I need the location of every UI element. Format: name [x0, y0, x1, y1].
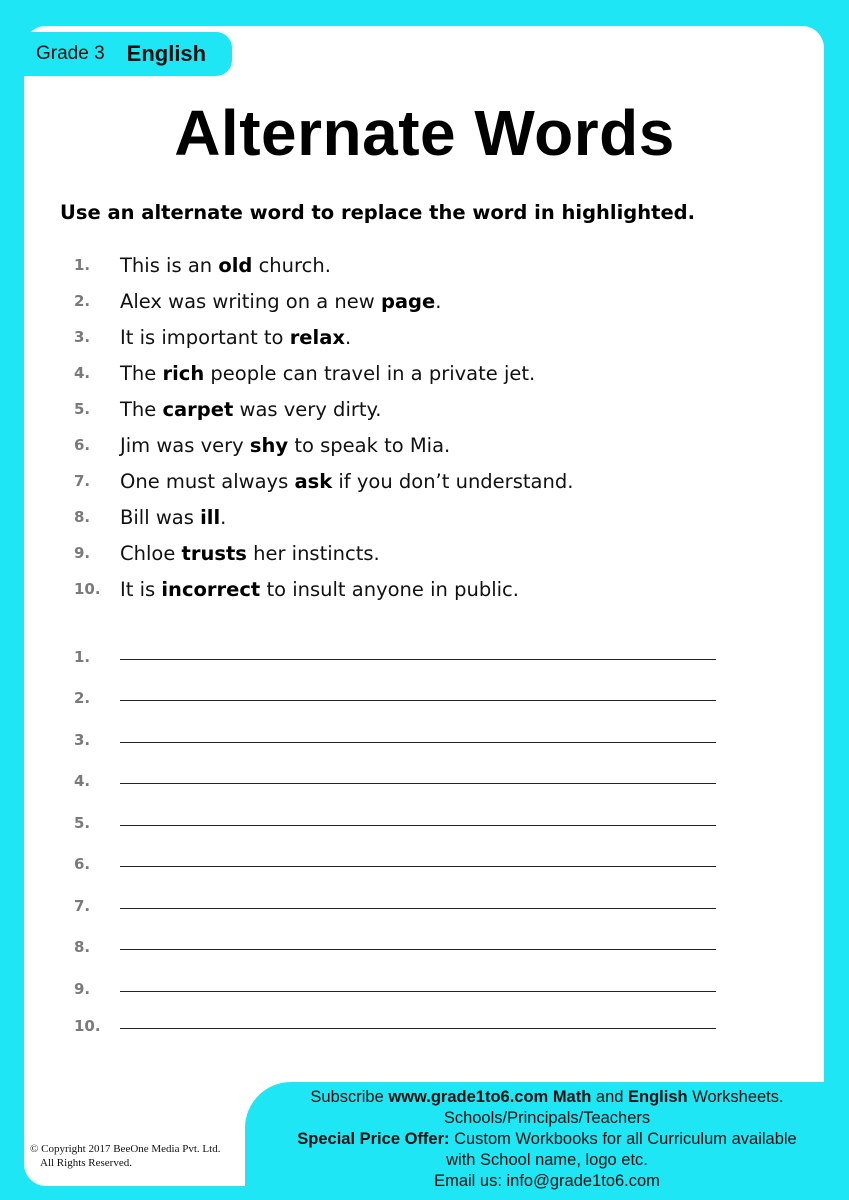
question-item — [74, 574, 519, 604]
answer-line — [120, 700, 716, 701]
question-text-after: . — [220, 505, 227, 529]
answer-row — [74, 638, 716, 668]
answer-number: 8. — [74, 938, 91, 956]
question-item — [74, 250, 331, 280]
question-number: 5. — [74, 400, 91, 418]
question-text — [120, 578, 519, 601]
page-title: Alternate Words — [174, 97, 675, 169]
question-text-after: was very dirty. — [233, 397, 382, 421]
highlighted-word: rich — [162, 361, 205, 385]
question-item — [74, 358, 535, 388]
rights-line: All Rights Reserved. — [40, 1157, 132, 1169]
question-item — [74, 538, 380, 568]
question-text — [120, 506, 226, 529]
question-text — [120, 434, 450, 457]
copyright-line: © Copyright 2017 BeeOne Media Pvt. Ltd. — [30, 1143, 221, 1155]
highlighted-word: page — [380, 289, 436, 313]
answer-line — [120, 1028, 716, 1029]
question-item — [74, 430, 450, 460]
answer-line — [120, 825, 716, 826]
answer-row — [74, 679, 716, 709]
answer-row — [74, 762, 716, 792]
question-item — [74, 286, 441, 316]
highlighted-word: incorrect — [161, 577, 261, 601]
answer-number: 10. — [74, 1017, 101, 1035]
question-text-after: people can travel in a private jet. — [204, 361, 536, 385]
question-text — [120, 470, 573, 493]
question-text — [120, 398, 381, 421]
question-item — [74, 394, 381, 424]
answer-row — [74, 928, 716, 958]
answer-number: 7. — [74, 897, 91, 915]
footer-text: and — [591, 1088, 629, 1106]
question-number: 2. — [74, 292, 91, 310]
highlighted-word: shy — [249, 433, 289, 457]
question-text — [120, 326, 351, 349]
highlighted-word: ill — [200, 505, 221, 529]
answer-line — [120, 991, 716, 992]
subject-label: English — [126, 41, 207, 66]
answer-line — [120, 783, 716, 784]
answer-line — [120, 866, 716, 867]
answer-number: 1. — [74, 648, 91, 666]
question-item — [74, 322, 351, 352]
footer-text: Custom Workbooks for all Curriculum available — [449, 1130, 797, 1148]
footer-subscribe-line — [245, 1087, 849, 1108]
question-text-before: Chloe — [120, 541, 182, 565]
question-number: 7. — [74, 472, 91, 490]
question-text-before: Alex was writing on a new — [120, 289, 381, 313]
question-text-before: The — [120, 397, 163, 421]
instruction-text: Use an alternate word to replace the word in highlighted. — [60, 201, 696, 224]
question-text — [120, 290, 441, 313]
highlighted-word: carpet — [162, 397, 234, 421]
footer-audience-line: Schools/Principals/Teachers — [443, 1109, 651, 1127]
question-text-before: Bill was — [120, 505, 201, 529]
footer-offer-label: Special Price Offer: — [297, 1130, 450, 1148]
footer-text: Subscribe — [310, 1088, 389, 1106]
highlighted-word: trusts — [181, 541, 247, 565]
question-text — [120, 542, 380, 565]
grade-tab — [24, 32, 232, 76]
answer-number: 5. — [74, 814, 91, 832]
question-text-after: . — [344, 325, 352, 349]
highlighted-word: old — [218, 253, 253, 277]
footer-offer-line — [245, 1129, 849, 1150]
question-number: 9. — [74, 544, 91, 562]
question-text-before: This is an — [120, 253, 219, 277]
question-text-after: to speak to Mia. — [288, 433, 451, 457]
question-item — [74, 466, 573, 496]
answer-line — [120, 742, 716, 743]
grade-label: Grade 3 — [36, 43, 105, 64]
question-text — [120, 362, 535, 385]
question-text-after: . — [435, 289, 442, 313]
question-text-after: if you don’t understand. — [332, 469, 574, 493]
footer-english: English — [628, 1088, 688, 1106]
answer-number: 4. — [74, 772, 91, 790]
answer-row — [74, 887, 716, 917]
question-text-after: church. — [252, 253, 331, 277]
answer-number: 9. — [74, 980, 91, 998]
question-number: 6. — [74, 436, 91, 454]
question-text-before: The — [120, 361, 163, 385]
copyright-notice — [30, 1142, 220, 1170]
question-number: 10. — [74, 580, 101, 598]
question-item — [74, 502, 226, 532]
question-number: 4. — [74, 364, 91, 382]
question-text-after: her instincts. — [246, 541, 380, 565]
question-text-before: It is important to — [120, 325, 290, 349]
answer-row — [74, 970, 716, 1000]
question-number: 1. — [74, 256, 91, 274]
question-text-before: Jim was very — [120, 433, 250, 457]
answer-number: 3. — [74, 731, 91, 749]
footer-custom-line: with School name, logo etc. — [446, 1151, 648, 1169]
question-text — [120, 254, 331, 277]
answer-number: 2. — [74, 689, 91, 707]
answer-row — [74, 1007, 716, 1037]
footer-site-link[interactable]: www.grade1to6.com — [388, 1088, 549, 1106]
highlighted-word: relax — [289, 325, 345, 349]
answer-row — [74, 845, 716, 875]
answer-number: 6. — [74, 855, 91, 873]
footer-email-line[interactable]: Email us: info@grade1to6.com — [434, 1172, 660, 1190]
footer-math: Math — [552, 1088, 592, 1106]
highlighted-word: ask — [294, 469, 333, 493]
answer-line — [120, 659, 716, 660]
question-number: 3. — [74, 328, 91, 346]
answer-row — [74, 804, 716, 834]
answer-line — [120, 908, 716, 909]
answer-line — [120, 949, 716, 950]
question-text-after: to insult anyone in public. — [260, 577, 519, 601]
answer-row — [74, 721, 716, 751]
promo-footer — [245, 1082, 849, 1200]
question-number: 8. — [74, 508, 91, 526]
question-text-before: One must always — [120, 469, 295, 493]
question-text-before: It is — [120, 577, 162, 601]
footer-text: Worksheets. — [687, 1088, 784, 1106]
